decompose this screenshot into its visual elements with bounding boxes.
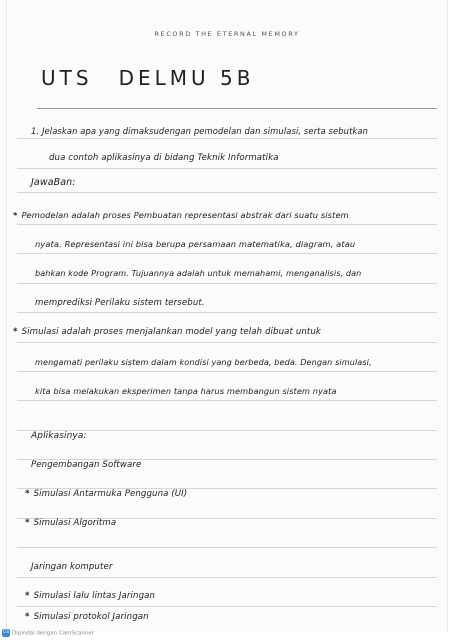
question-line-2: dua contoh aplikasinya di bidang Teknik Informatika (49, 153, 279, 163)
asterisk-bullet-icon: * (25, 612, 30, 622)
scanner-watermark (2, 629, 94, 637)
ruled-line (17, 224, 437, 225)
ruled-line (17, 371, 437, 372)
network-heading: Jaringan komputer (31, 562, 113, 572)
asterisk-bullet-icon: * (13, 210, 18, 220)
ruled-line (17, 342, 437, 343)
ruled-line (17, 253, 437, 254)
paragraph-2-line-1: * Simulasi adalah proses menjalankan model yang telah dibuat untuk (13, 327, 322, 337)
title-underline (37, 108, 437, 109)
paragraph-1-line-3: bahkan kode Program. Tujuannya adalah untuk memahami, menganalisis, dan (35, 268, 362, 278)
answer-label: JawaBan: (31, 177, 76, 188)
paragraph-2-line-3: kita bisa melakukan eksperimen tanpa harus membangun sistem nyata (35, 386, 337, 396)
paragraph-1-line-1: * Pemodelan adalah proses Pembuatan representasi abstrak dari suatu sistem (13, 210, 349, 220)
ruled-line (17, 168, 437, 169)
network-item: * Simulasi lalu lintas Jaringan (25, 591, 156, 601)
paragraph-2-line-2: mengamati perilaku sistem dalam kondisi yang berbeda, beda. Dengan simulasi, (35, 357, 372, 367)
applications-heading: Aplikasinya: (31, 431, 87, 441)
page-title (41, 66, 280, 90)
software-heading: Pengembangan Software (31, 460, 142, 470)
ruled-line (17, 138, 437, 139)
asterisk-bullet-icon: * (13, 327, 18, 337)
ruled-line (17, 577, 437, 578)
question-line-1: 1. Jelaskan apa yang dimaksudengan pemodelan dan simulasi, serta sebutkan (31, 126, 369, 136)
title-exam: UTS (41, 66, 93, 90)
asterisk-bullet-icon: * (25, 518, 30, 528)
ruled-line (17, 192, 437, 193)
ruled-line (17, 283, 437, 284)
ruled-line (17, 547, 437, 548)
title-class: DELMU 5B (118, 66, 255, 90)
ruled-line (17, 312, 437, 313)
network-item: * Simulasi protokol Jaringan (25, 612, 149, 622)
paragraph-1-line-4: memprediksi Perilaku sistem tersebut. (35, 298, 205, 308)
notebook-header: RECORD THE ETERNAL MEMORY (154, 30, 300, 38)
paragraph-1-line-2: nyata. Representasi ini bisa berupa persamaan matematika, diagram, atau (35, 239, 356, 249)
scanner-label: Dipindai dengan CamScanner (12, 630, 94, 637)
software-item: * Simulasi Algoritma (25, 518, 117, 528)
notebook-page (6, 0, 448, 632)
camscanner-logo-icon: CS (3, 630, 9, 635)
software-item: * Simulasi Antarmuka Pengguna (UI) (25, 489, 188, 499)
ruled-line (17, 400, 437, 401)
asterisk-bullet-icon: * (25, 489, 30, 499)
asterisk-bullet-icon: * (25, 591, 30, 601)
ruled-line (17, 606, 437, 607)
